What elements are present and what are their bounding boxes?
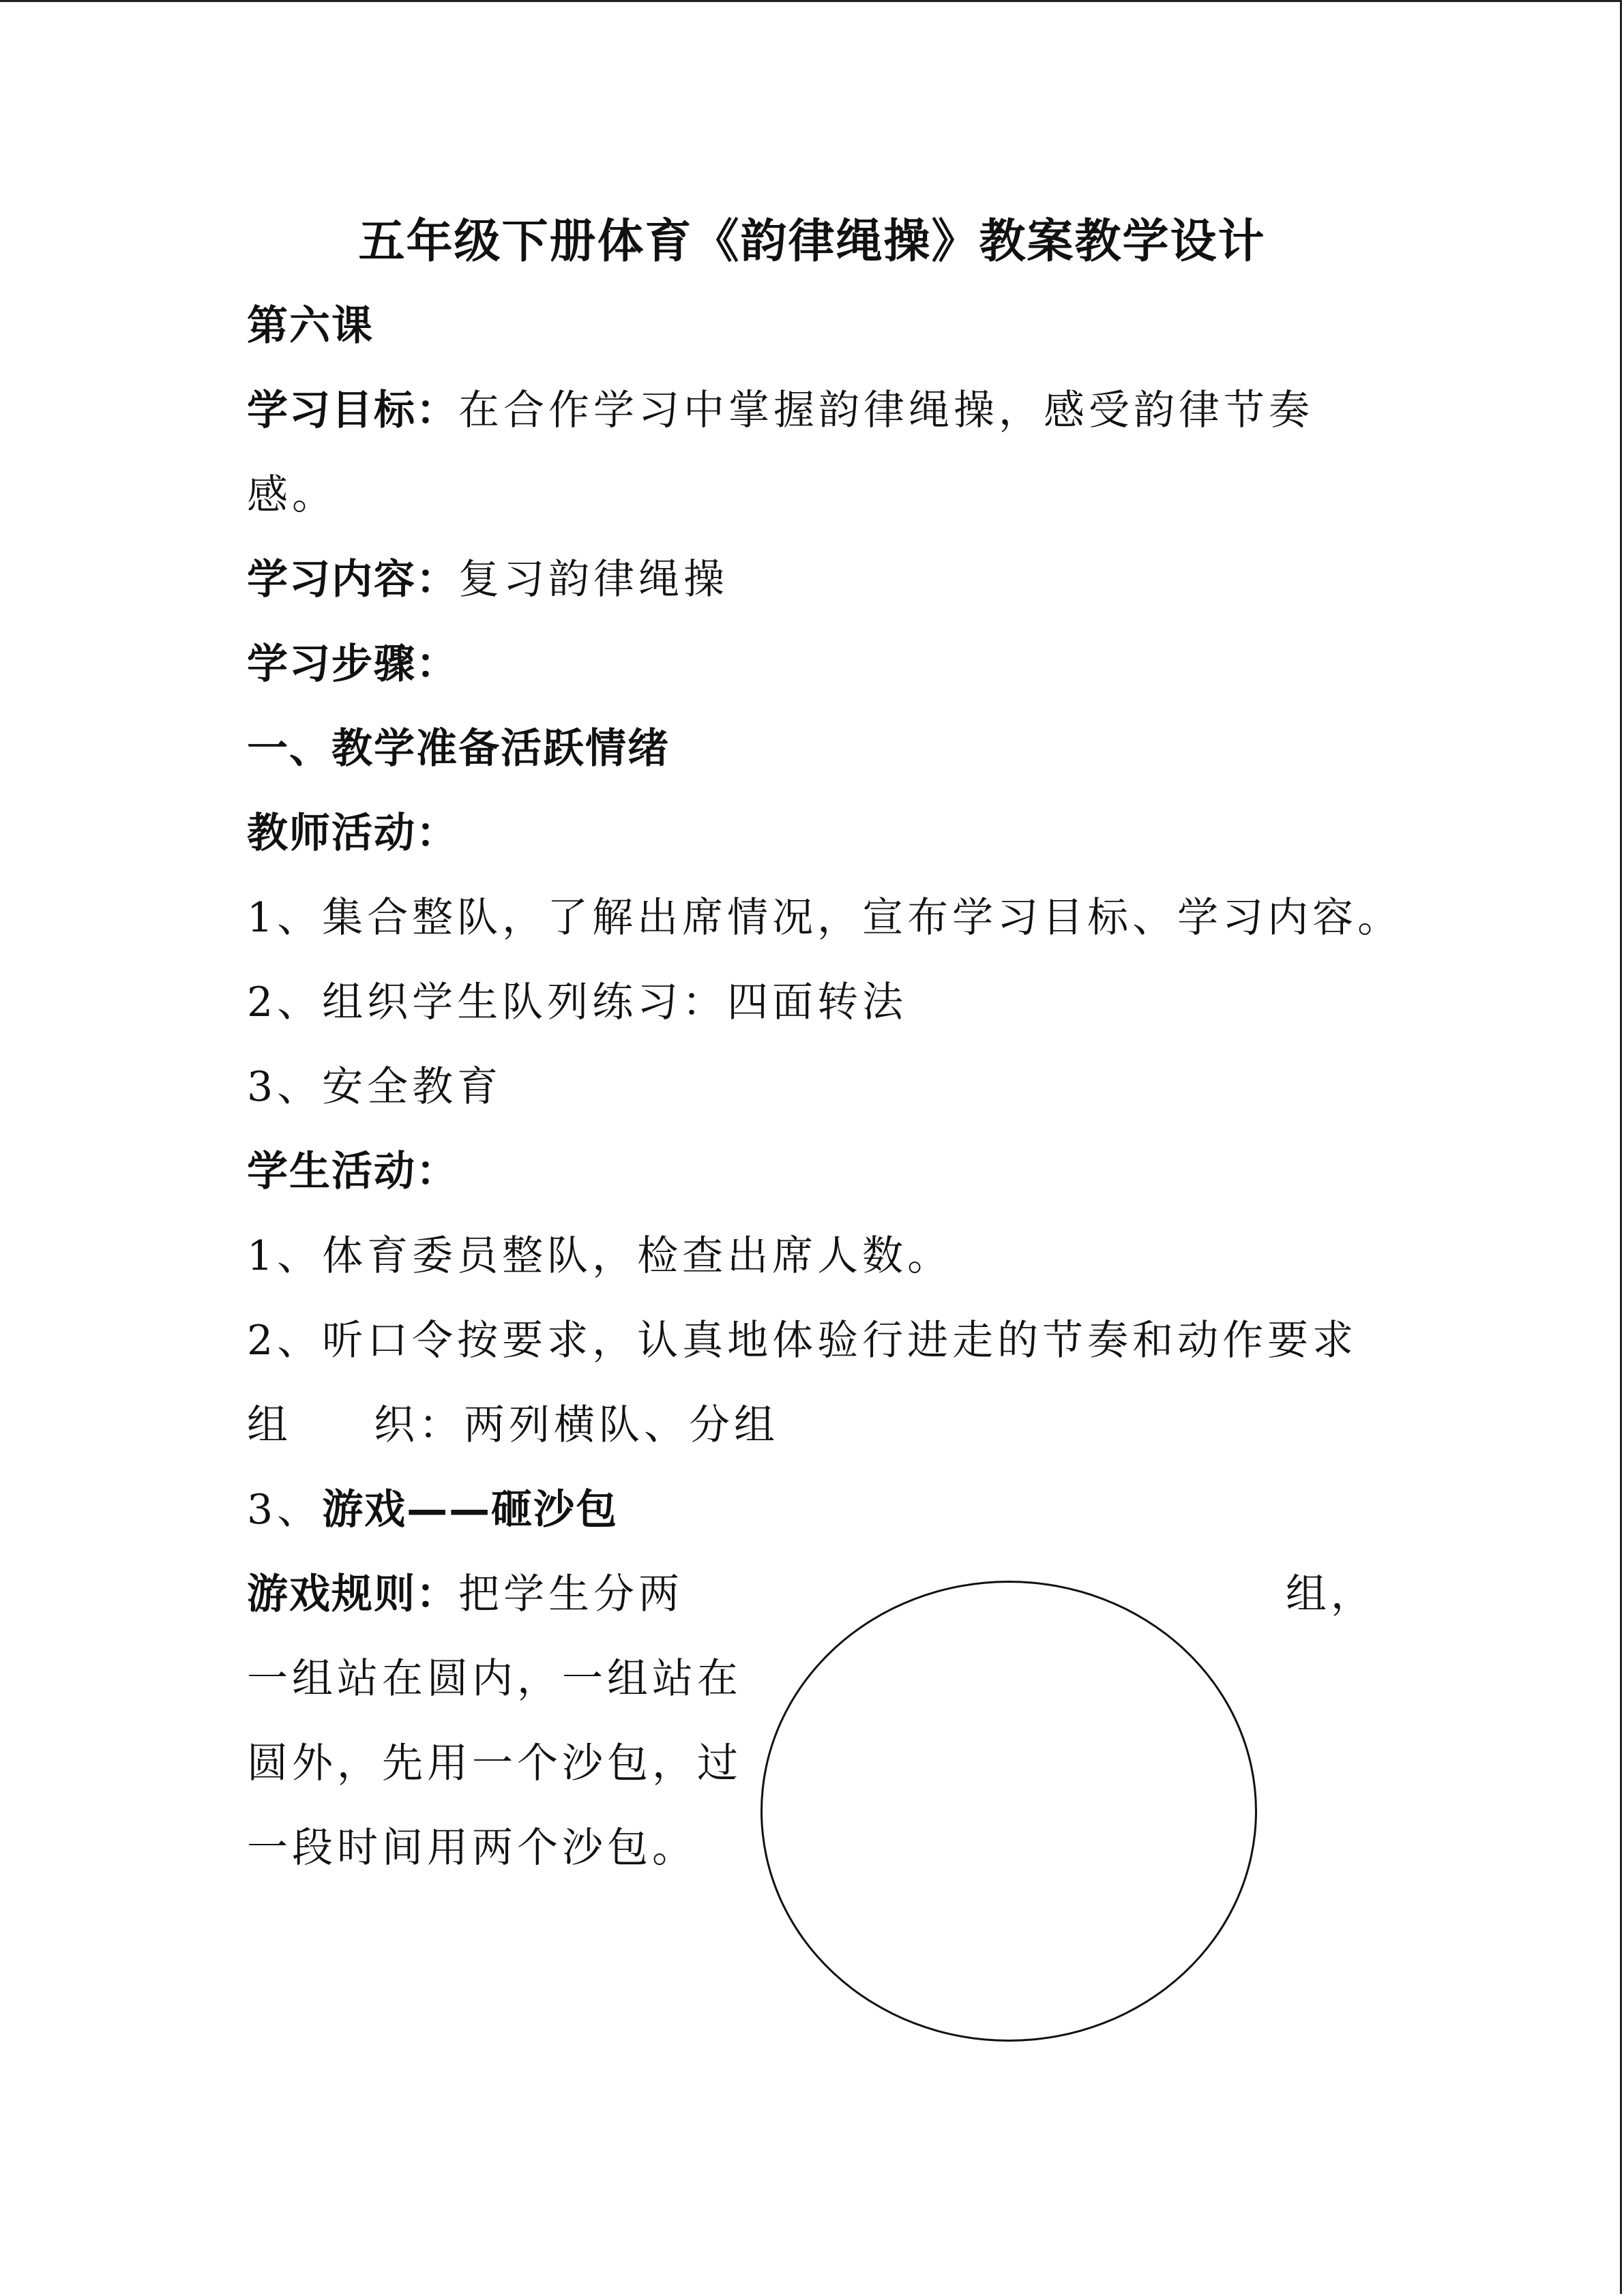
objective-text: 在合作学习中掌握韵律绳操，感受韵律节奏 [458,387,1314,434]
section-heading: 一、教学准备活跃情绪 [247,725,670,773]
game-number: 3、 [247,1486,323,1534]
objective-label: 学习目标： [247,387,458,434]
rules-line-4: 一段时间用两个沙包。 [247,1824,697,1872]
rules-line-2: 一组站在圆内，一组站在 [247,1655,742,1703]
rules-line-3: 圆外，先用一个沙包，过 [247,1740,742,1787]
content-text: 复习韵律绳操 [458,556,728,603]
lesson-number: 第六课 [247,302,374,350]
rules-line-1 [247,1567,683,1622]
rules-text-1: 把学生分两 [458,1570,683,1618]
rules-line-1-end: 组， [1286,1570,1376,1618]
student-activity-label: 学生活动： [247,1148,458,1195]
organization-text: 两列横队、分组 [464,1401,779,1449]
student-item: 1、体育委员整队，检查出席人数。 [247,1232,953,1280]
objective-continuation: 感。 [247,471,337,519]
organization-label-left: 组 [247,1401,292,1449]
game-circle-diagram [761,1581,1257,2042]
objective-line [247,383,1314,438]
document-title: 五年级下册体育《韵律绳操》教案教学设计 [358,215,1266,269]
rules-label: 游戏规则： [247,1570,458,1618]
steps-label: 学习步骤： [247,640,458,688]
teacher-activity-label: 教师活动： [247,809,458,857]
teacher-item: 3、安全教育 [247,1063,503,1111]
game-line [247,1482,618,1537]
content-label: 学习内容： [247,556,458,603]
organization-label-right: 织： [374,1401,464,1449]
teacher-item: 1、集合整队，了解出席情况，宣布学习目标、学习内容。 [247,894,1403,942]
organization-line [247,1398,779,1452]
content-line [247,552,728,607]
student-item: 2、听口令按要求，认真地体验行进走的节奏和动作要求 [247,1317,1358,1365]
teacher-item: 2、组织学生队列练习：四面转法 [247,979,908,1026]
game-name: 游戏——砸沙包 [322,1486,619,1534]
